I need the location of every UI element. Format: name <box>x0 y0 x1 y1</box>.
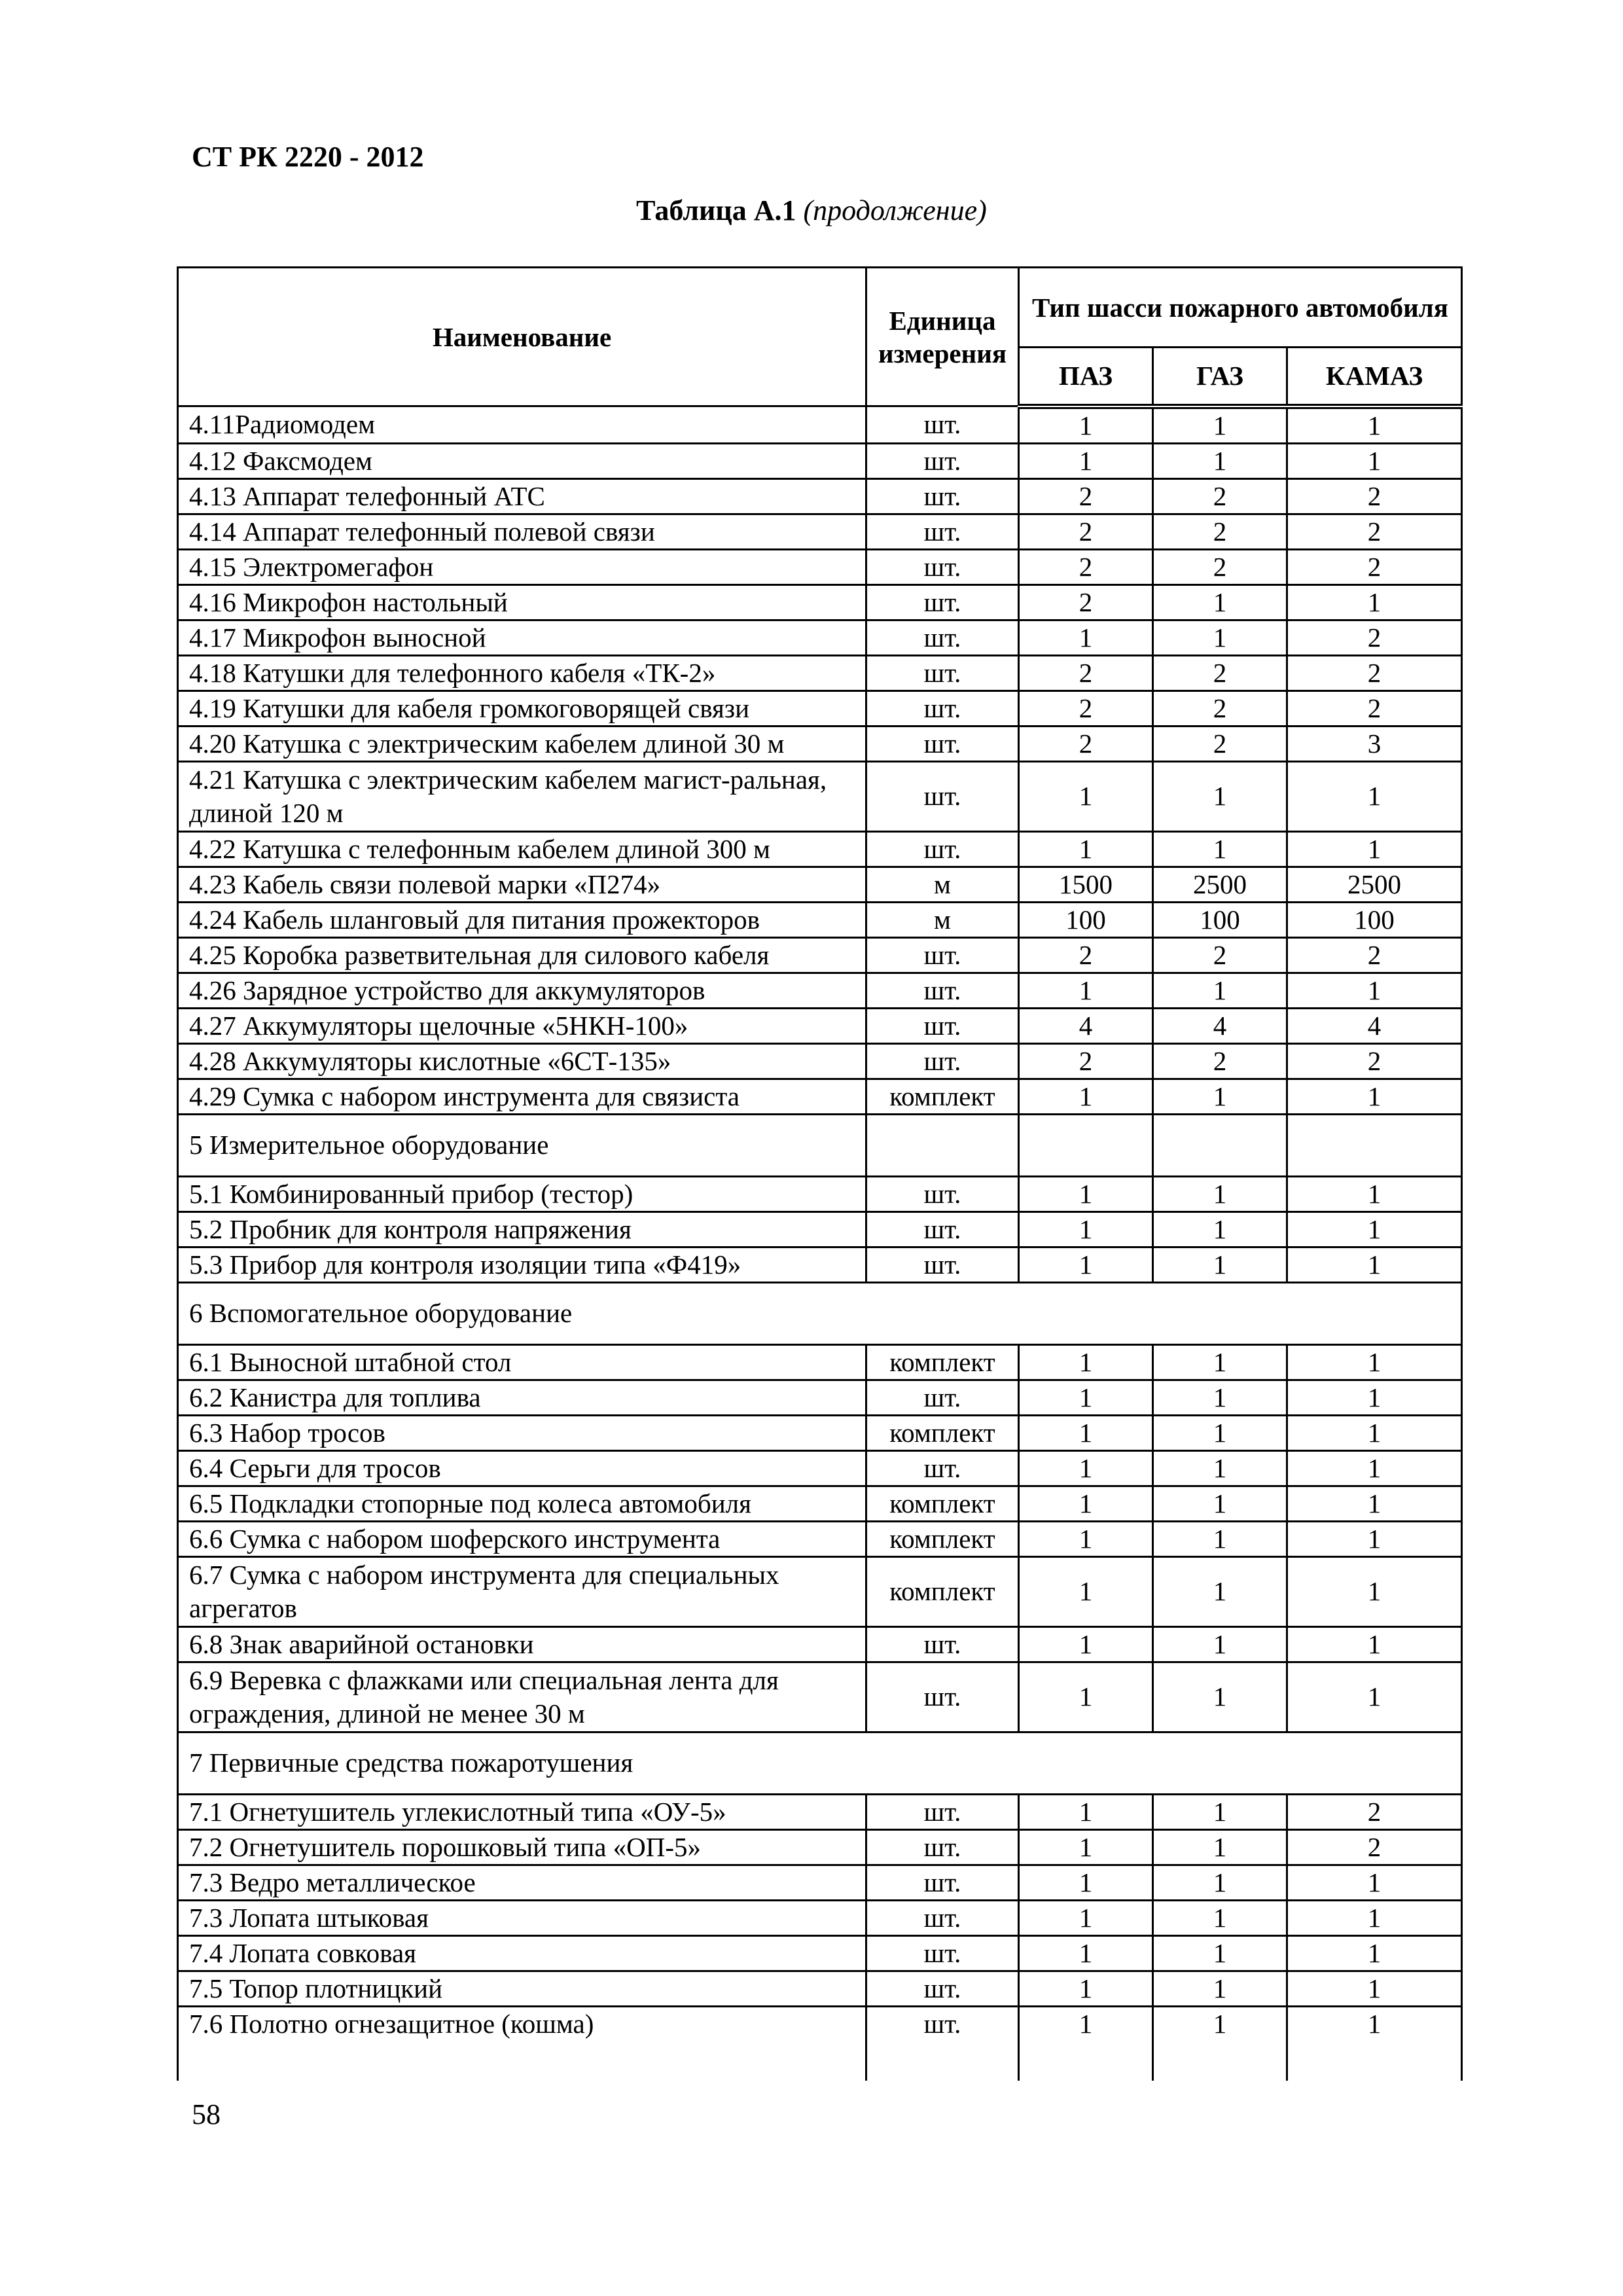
item-name: 4.23 Кабель связи полевой марки «П274» <box>178 867 866 902</box>
value-kamaz: 2 <box>1287 549 1462 584</box>
header-chassis-kamaz: КАМАЗ <box>1287 348 1462 406</box>
value-gaz: 1 <box>1153 443 1287 478</box>
value-gaz: 100 <box>1153 902 1287 937</box>
value-paz: 1 <box>1019 1450 1153 1486</box>
item-unit: шт. <box>866 1380 1019 1415</box>
item-unit: шт. <box>866 2006 1019 2081</box>
table-row <box>178 937 1462 973</box>
value-kamaz: 2 <box>1287 1829 1462 1865</box>
value-gaz: 1 <box>1153 1176 1287 1211</box>
table-row <box>178 1935 1462 1971</box>
item-unit: шт. <box>866 406 1019 444</box>
table-row <box>178 1450 1462 1486</box>
section-row <box>178 1114 1462 1176</box>
item-unit: комплект <box>866 1415 1019 1450</box>
value-paz: 1500 <box>1019 867 1153 902</box>
value-paz: 1 <box>1019 1662 1153 1732</box>
value-kamaz: 1 <box>1287 1626 1462 1662</box>
value-gaz: 1 <box>1153 1247 1287 1282</box>
table-row <box>178 620 1462 655</box>
table-row <box>178 1829 1462 1865</box>
item-unit: шт. <box>866 726 1019 761</box>
item-name: 4.11Радиомодем <box>178 406 866 444</box>
value-gaz: 1 <box>1153 1865 1287 1900</box>
value-paz: 1 <box>1019 2006 1153 2081</box>
header-unit: Единица измерения <box>866 268 1019 406</box>
value-paz: 1 <box>1019 1486 1153 1521</box>
item-name: 6.5 Подкладки стопорные под колеса автомобиля <box>178 1486 866 1521</box>
value-gaz: 2 <box>1153 655 1287 691</box>
item-name: 4.22 Катушка с телефонным кабелем длиной 300 м <box>178 831 866 867</box>
table-row <box>178 1079 1462 1114</box>
value-paz: 1 <box>1019 1556 1153 1626</box>
table-row <box>178 761 1462 831</box>
item-unit: комплект <box>866 1486 1019 1521</box>
table-row <box>178 1247 1462 1282</box>
item-unit: шт. <box>866 549 1019 584</box>
item-unit: шт. <box>866 620 1019 655</box>
item-name: 4.14 Аппарат телефонный полевой связи <box>178 514 866 549</box>
value-gaz: 1 <box>1153 1794 1287 1829</box>
item-unit: шт. <box>866 1247 1019 1282</box>
value-kamaz: 1 <box>1287 973 1462 1008</box>
item-unit: шт. <box>866 1829 1019 1865</box>
value-paz: 1 <box>1019 1900 1153 1935</box>
item-unit: шт. <box>866 1794 1019 1829</box>
section-title: 7 Первичные средства пожаротушения <box>178 1732 1462 1794</box>
value-kamaz: 1 <box>1287 1900 1462 1935</box>
table-row <box>178 1008 1462 1043</box>
item-unit: шт. <box>866 937 1019 973</box>
table-row <box>178 1176 1462 1211</box>
value-gaz: 1 <box>1153 1935 1287 1971</box>
value-paz: 1 <box>1019 1079 1153 1114</box>
value-kamaz: 1 <box>1287 443 1462 478</box>
table-row <box>178 1043 1462 1079</box>
value-gaz: 1 <box>1153 584 1287 620</box>
item-name: 7.4 Лопата совковая <box>178 1935 866 1971</box>
table-row <box>178 973 1462 1008</box>
item-unit: шт. <box>866 831 1019 867</box>
empty-cell <box>1153 1114 1287 1176</box>
value-gaz: 2 <box>1153 1043 1287 1079</box>
value-paz: 1 <box>1019 1380 1153 1415</box>
value-gaz: 1 <box>1153 1900 1287 1935</box>
item-unit: комплект <box>866 1556 1019 1626</box>
value-gaz: 1 <box>1153 1556 1287 1626</box>
table-row <box>178 691 1462 726</box>
item-name: 4.28 Аккумуляторы кислотные «6СТ-135» <box>178 1043 866 1079</box>
item-unit: шт. <box>866 1935 1019 1971</box>
item-name: 4.19 Катушки для кабеля громкоговорящей связи <box>178 691 866 726</box>
item-unit: шт. <box>866 1450 1019 1486</box>
value-gaz: 1 <box>1153 1211 1287 1247</box>
item-name: 7.6 Полотно огнезащитное (кошма) <box>178 2006 866 2081</box>
item-unit: шт. <box>866 691 1019 726</box>
value-kamaz: 3 <box>1287 726 1462 761</box>
item-unit: шт. <box>866 1176 1019 1211</box>
header-chassis-group: Тип шасси пожарного автомобиля <box>1019 268 1462 348</box>
value-kamaz: 1 <box>1287 1247 1462 1282</box>
table-row <box>178 584 1462 620</box>
value-gaz: 2 <box>1153 549 1287 584</box>
caption-main: Таблица А.1 <box>636 194 796 226</box>
item-unit: шт. <box>866 443 1019 478</box>
item-unit: шт. <box>866 761 1019 831</box>
item-unit: шт. <box>866 655 1019 691</box>
item-name: 7.3 Лопата штыковая <box>178 1900 866 1935</box>
value-gaz: 1 <box>1153 2006 1287 2081</box>
section-title: 5 Измерительное оборудование <box>178 1114 866 1176</box>
value-gaz: 1 <box>1153 1521 1287 1556</box>
item-name: 4.15 Электромегафон <box>178 549 866 584</box>
value-kamaz: 4 <box>1287 1008 1462 1043</box>
header-name: Наименование <box>178 268 866 406</box>
item-unit: шт. <box>866 478 1019 514</box>
item-name: 6.6 Сумка с набором шоферского инструмента <box>178 1521 866 1556</box>
value-kamaz: 2 <box>1287 620 1462 655</box>
item-unit: комплект <box>866 1079 1019 1114</box>
value-kamaz: 1 <box>1287 831 1462 867</box>
value-kamaz: 1 <box>1287 1344 1462 1380</box>
value-paz: 2 <box>1019 549 1153 584</box>
value-kamaz: 1 <box>1287 1415 1462 1450</box>
value-gaz: 1 <box>1153 1971 1287 2006</box>
value-paz: 1 <box>1019 1176 1153 1211</box>
item-unit: шт. <box>866 1865 1019 1900</box>
table-row <box>178 443 1462 478</box>
doc-code: СТ РК 2220 - 2012 <box>192 141 424 173</box>
value-paz: 100 <box>1019 902 1153 937</box>
section-row <box>178 1732 1462 1794</box>
value-gaz: 2500 <box>1153 867 1287 902</box>
empty-cell <box>866 1114 1019 1176</box>
item-unit: шт. <box>866 584 1019 620</box>
value-paz: 2 <box>1019 726 1153 761</box>
table-row <box>178 726 1462 761</box>
table-caption <box>0 194 1623 227</box>
value-paz: 1 <box>1019 1521 1153 1556</box>
item-unit: комплект <box>866 1344 1019 1380</box>
table-row <box>178 831 1462 867</box>
table-row <box>178 867 1462 902</box>
value-kamaz: 1 <box>1287 1521 1462 1556</box>
item-unit: шт. <box>866 1626 1019 1662</box>
value-paz: 2 <box>1019 478 1153 514</box>
value-gaz: 2 <box>1153 514 1287 549</box>
value-gaz: 1 <box>1153 406 1287 444</box>
table-row <box>178 1556 1462 1626</box>
table-row <box>178 1415 1462 1450</box>
item-unit: шт. <box>866 1211 1019 1247</box>
table-row <box>178 478 1462 514</box>
value-gaz: 1 <box>1153 1380 1287 1415</box>
value-kamaz: 2500 <box>1287 867 1462 902</box>
value-kamaz: 1 <box>1287 1935 1462 1971</box>
value-gaz: 2 <box>1153 726 1287 761</box>
item-unit: шт. <box>866 973 1019 1008</box>
value-gaz: 1 <box>1153 620 1287 655</box>
value-kamaz: 1 <box>1287 1486 1462 1521</box>
value-gaz: 4 <box>1153 1008 1287 1043</box>
item-name: 4.27 Аккумуляторы щелочные «5НКН-100» <box>178 1008 866 1043</box>
table-row <box>178 1865 1462 1900</box>
value-kamaz: 1 <box>1287 1079 1462 1114</box>
value-kamaz: 1 <box>1287 1211 1462 1247</box>
item-name: 6.2 Канистра для топлива <box>178 1380 866 1415</box>
value-gaz: 1 <box>1153 1344 1287 1380</box>
value-kamaz: 2 <box>1287 655 1462 691</box>
item-name: 4.16 Микрофон настольный <box>178 584 866 620</box>
table-row <box>178 1521 1462 1556</box>
item-unit: шт. <box>866 1008 1019 1043</box>
value-paz: 4 <box>1019 1008 1153 1043</box>
value-paz: 2 <box>1019 514 1153 549</box>
value-paz: 2 <box>1019 584 1153 620</box>
value-gaz: 2 <box>1153 691 1287 726</box>
table-row <box>178 2006 1462 2081</box>
table-row <box>178 1626 1462 1662</box>
table-row <box>178 1344 1462 1380</box>
value-gaz: 2 <box>1153 937 1287 973</box>
table-body <box>178 406 1462 2081</box>
value-paz: 1 <box>1019 1865 1153 1900</box>
value-paz: 1 <box>1019 973 1153 1008</box>
value-paz: 1 <box>1019 406 1153 444</box>
equipment-table <box>177 266 1463 2081</box>
item-name: 7.5 Топор плотницкий <box>178 1971 866 2006</box>
item-name: 6.3 Набор тросов <box>178 1415 866 1450</box>
item-unit: м <box>866 902 1019 937</box>
section-row <box>178 1282 1462 1344</box>
value-kamaz: 1 <box>1287 1662 1462 1732</box>
value-paz: 1 <box>1019 1211 1153 1247</box>
value-paz: 1 <box>1019 831 1153 867</box>
value-kamaz: 1 <box>1287 1971 1462 2006</box>
value-kamaz: 1 <box>1287 584 1462 620</box>
item-unit: комплект <box>866 1521 1019 1556</box>
item-unit: шт. <box>866 1971 1019 2006</box>
value-kamaz: 1 <box>1287 1556 1462 1626</box>
value-paz: 1 <box>1019 1626 1153 1662</box>
item-name: 4.26 Зарядное устройство для аккумуляторов <box>178 973 866 1008</box>
item-name: 5.3 Прибор для контроля изоляции типа «Ф419» <box>178 1247 866 1282</box>
item-name: 4.13 Аппарат телефонный АТС <box>178 478 866 514</box>
item-name: 4.18 Катушки для телефонного кабеля «ТК-2» <box>178 655 866 691</box>
item-name: 5.1 Комбинированный прибор (тестор) <box>178 1176 866 1211</box>
item-unit: шт. <box>866 1662 1019 1732</box>
item-unit: шт. <box>866 1900 1019 1935</box>
value-paz: 1 <box>1019 761 1153 831</box>
item-name: 4.25 Коробка разветвительная для силового кабеля <box>178 937 866 973</box>
value-kamaz: 2 <box>1287 691 1462 726</box>
value-paz: 2 <box>1019 1043 1153 1079</box>
value-paz: 1 <box>1019 443 1153 478</box>
value-kamaz: 1 <box>1287 1450 1462 1486</box>
value-kamaz: 2 <box>1287 1794 1462 1829</box>
table-row <box>178 1380 1462 1415</box>
value-paz: 1 <box>1019 1971 1153 2006</box>
section-title: 6 Вспомогательное оборудование <box>178 1282 1462 1344</box>
item-name: 4.20 Катушка с электрическим кабелем длиной 30 м <box>178 726 866 761</box>
value-paz: 1 <box>1019 620 1153 655</box>
value-gaz: 2 <box>1153 478 1287 514</box>
table-row <box>178 1486 1462 1521</box>
item-name: 4.29 Сумка с набором инструмента для связиста <box>178 1079 866 1114</box>
table-row <box>178 1211 1462 1247</box>
value-paz: 1 <box>1019 1415 1153 1450</box>
table-row <box>178 406 1462 444</box>
table-row <box>178 1900 1462 1935</box>
table-row <box>178 549 1462 584</box>
item-unit: шт. <box>866 514 1019 549</box>
value-paz: 1 <box>1019 1794 1153 1829</box>
value-kamaz: 100 <box>1287 902 1462 937</box>
value-paz: 2 <box>1019 691 1153 726</box>
value-paz: 1 <box>1019 1247 1153 1282</box>
value-kamaz: 1 <box>1287 761 1462 831</box>
value-paz: 2 <box>1019 655 1153 691</box>
value-kamaz: 2 <box>1287 514 1462 549</box>
value-kamaz: 2 <box>1287 1043 1462 1079</box>
caption-continuation: (продолжение) <box>803 194 987 226</box>
value-kamaz: 2 <box>1287 937 1462 973</box>
header-chassis-paz: ПАЗ <box>1019 348 1153 406</box>
value-paz: 1 <box>1019 1935 1153 1971</box>
value-kamaz: 1 <box>1287 1176 1462 1211</box>
value-gaz: 1 <box>1153 1626 1287 1662</box>
item-name: 5.2 Пробник для контроля напряжения <box>178 1211 866 1247</box>
table-row <box>178 1662 1462 1732</box>
value-paz: 1 <box>1019 1344 1153 1380</box>
value-paz: 1 <box>1019 1829 1153 1865</box>
value-kamaz: 1 <box>1287 1865 1462 1900</box>
value-gaz: 1 <box>1153 973 1287 1008</box>
value-kamaz: 2 <box>1287 478 1462 514</box>
table-row <box>178 655 1462 691</box>
item-name: 4.24 Кабель шланговый для питания прожекторов <box>178 902 866 937</box>
value-gaz: 1 <box>1153 1829 1287 1865</box>
value-gaz: 1 <box>1153 761 1287 831</box>
value-kamaz: 1 <box>1287 1380 1462 1415</box>
empty-cell <box>1287 1114 1462 1176</box>
table-row <box>178 514 1462 549</box>
item-name: 4.21 Катушка с электрическим кабелем магист-ральная, длиной 120 м <box>178 761 866 831</box>
item-name: 6.7 Сумка с набором инструмента для специальных агрегатов <box>178 1556 866 1626</box>
table-row <box>178 902 1462 937</box>
item-name: 6.9 Веревка с флажками или специальная лента для ограждения, длиной не менее 30 м <box>178 1662 866 1732</box>
value-gaz: 1 <box>1153 1079 1287 1114</box>
item-name: 4.12 Факсмодем <box>178 443 866 478</box>
value-gaz: 1 <box>1153 831 1287 867</box>
value-gaz: 1 <box>1153 1450 1287 1486</box>
table-row <box>178 1794 1462 1829</box>
item-name: 6.8 Знак аварийной остановки <box>178 1626 866 1662</box>
item-name: 7.1 Огнетушитель углекислотный типа «ОУ-5» <box>178 1794 866 1829</box>
item-unit: шт. <box>866 1043 1019 1079</box>
value-gaz: 1 <box>1153 1486 1287 1521</box>
table-row <box>178 1971 1462 2006</box>
item-unit: м <box>866 867 1019 902</box>
value-gaz: 1 <box>1153 1662 1287 1732</box>
value-kamaz: 1 <box>1287 2006 1462 2081</box>
item-name: 6.4 Серьги для тросов <box>178 1450 866 1486</box>
item-name: 7.2 Огнетушитель порошковый типа «ОП-5» <box>178 1829 866 1865</box>
header-chassis-gaz: ГАЗ <box>1153 348 1287 406</box>
item-name: 4.17 Микрофон выносной <box>178 620 866 655</box>
item-name: 7.3 Ведро металлическое <box>178 1865 866 1900</box>
empty-cell <box>1019 1114 1153 1176</box>
value-kamaz: 1 <box>1287 406 1462 444</box>
value-gaz: 1 <box>1153 1415 1287 1450</box>
value-paz: 2 <box>1019 937 1153 973</box>
page-number: 58 <box>192 2098 221 2130</box>
item-name: 6.1 Выносной штабной стол <box>178 1344 866 1380</box>
